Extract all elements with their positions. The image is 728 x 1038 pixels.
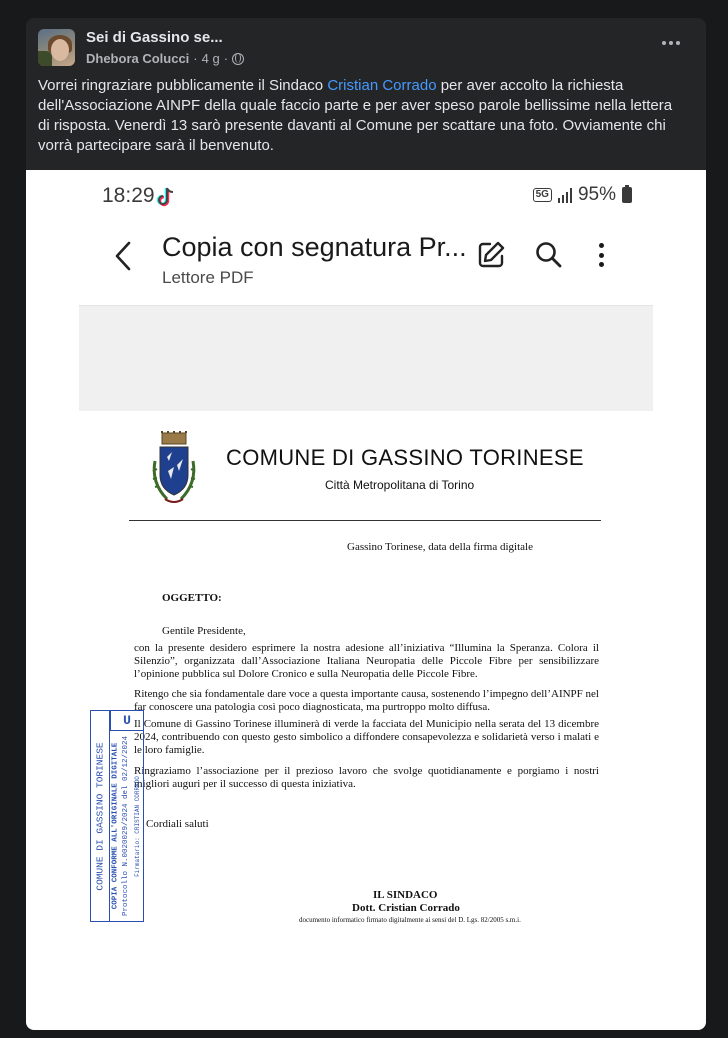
group-avatar[interactable] <box>38 29 75 66</box>
signature-note: documento informatico firmato digitalmente ai sensi del D. Lgs. 82/2005 s.m.i. <box>299 916 521 924</box>
battery-percentage: 95% <box>577 184 616 205</box>
stamp-line: Firmatario: CRISTIAN CORRADO <box>134 775 142 877</box>
stamp-letter: U <box>110 711 143 731</box>
place-date: Gassino Torinese, data della firma digitale <box>347 541 533 553</box>
pdf-page-gap <box>79 305 653 411</box>
protocol-stamp <box>90 710 144 922</box>
battery-icon <box>622 187 632 203</box>
stamp-line: COMUNE DI GASSINO TORINESE <box>94 741 106 891</box>
stamp-column <box>91 711 110 921</box>
tiktok-icon <box>157 187 175 207</box>
signal-icon <box>558 187 572 203</box>
subject-label: OGGETTO: <box>162 592 222 604</box>
network-5g-icon: 5G <box>533 188 552 202</box>
stamp-column <box>110 731 121 921</box>
greeting: Gentile Presidente, <box>162 625 246 637</box>
closing: Cordiali saluti <box>146 818 209 830</box>
stamp-line: COPIA CONFORME ALL'ORIGINALE DIGITALE <box>111 742 120 910</box>
meta-separator: · <box>223 51 229 66</box>
stamp-line: Protocollo N.0020029/2024 del 02/12/2024 <box>122 735 131 917</box>
municipal-crest-icon <box>147 431 201 509</box>
back-arrow-icon[interactable] <box>112 240 134 272</box>
search-icon[interactable] <box>534 240 564 270</box>
stamp-column <box>132 731 143 921</box>
facebook-post-card <box>26 18 706 1030</box>
signature-title: IL SINDACO <box>373 889 438 901</box>
post-text-part: per aver accolto la richiesta dell'Associazione AINPF della quale faccio parte e per aver speso parole bellissime nella lettera di risposta. Venerdì 13 sarò presente davanti al Comune per scattare una foto. Ovviamente chi vorrà partecipare sarà il benvenuto. <box>38 77 673 154</box>
status-time: 18:29 <box>102 184 155 207</box>
edit-icon[interactable] <box>476 240 506 270</box>
stamp-column <box>121 731 132 921</box>
attached-screenshot-image[interactable] <box>26 170 706 1030</box>
phone-status-bar <box>102 184 632 214</box>
author-name-link[interactable]: Dhebora Colucci <box>86 51 190 66</box>
header-divider <box>129 520 601 521</box>
comune-title: COMUNE DI GASSINO TORINESE <box>226 445 584 470</box>
document-title: Copia con segnatura Pr... <box>162 232 467 262</box>
pdf-app-bar <box>102 226 642 292</box>
avatar-face <box>51 39 69 61</box>
more-options-icon[interactable] <box>662 38 686 48</box>
group-name-link[interactable]: Sei di Gassino se... <box>86 29 223 46</box>
comune-subtitle: Città Metropolitana di Torino <box>325 478 475 492</box>
post-meta <box>86 51 244 66</box>
status-right-group <box>533 184 632 206</box>
letter-paragraph: con la presente desidero esprimere la nostra adesione all’iniziativa “Illumina la Speranza. Colora il Silenzio”, organizzata dall’Associazione Italiana Neuropatia delle Piccole Fibre per sensibilizzare l’opinione pubblica sul Dolore Cronico e sulla Neuropatia delle Piccole Fibre. <box>134 642 599 680</box>
post-age-link[interactable]: 4 g <box>201 51 220 66</box>
letter-paragraph: Ringraziamo l’associazione per il prezioso lavoro che svolge quotidianamente e porgiamo i nostri migliori auguri per il successo di questa iniziativa. <box>134 765 599 790</box>
avatar-small-thumbnail <box>38 51 52 66</box>
letter-paragraph: Ritengo che sia fondamentale dare voce a questa importante causa, sostenendo l’impegno dell’AINPF nel far conoscere una patologia così poco diagnosticata, ma purtroppo molto diffusa. <box>134 688 599 713</box>
meta-separator: · <box>193 51 198 66</box>
overflow-menu-icon[interactable] <box>594 240 608 270</box>
app-name: Lettore PDF <box>162 268 254 287</box>
globe-icon[interactable] <box>232 53 244 65</box>
letter-page <box>79 411 653 1030</box>
post-header <box>26 18 706 72</box>
post-text <box>38 76 678 156</box>
signature-name: Dott. Cristian Corrado <box>352 902 460 914</box>
post-text-part: Vorrei ringraziare pubblicamente il Sindaco <box>38 77 328 94</box>
mention-link[interactable]: Cristian Corrado <box>327 77 437 94</box>
letter-paragraph: Il Comune di Gassino Torinese illuminerà di verde la facciata del Municipio nella serata del 13 dicembre 2024, contribuendo con questo gesto simbolico a diffondere consapevolezza e solidarietà verso i malati e le loro famiglie. <box>134 718 599 756</box>
